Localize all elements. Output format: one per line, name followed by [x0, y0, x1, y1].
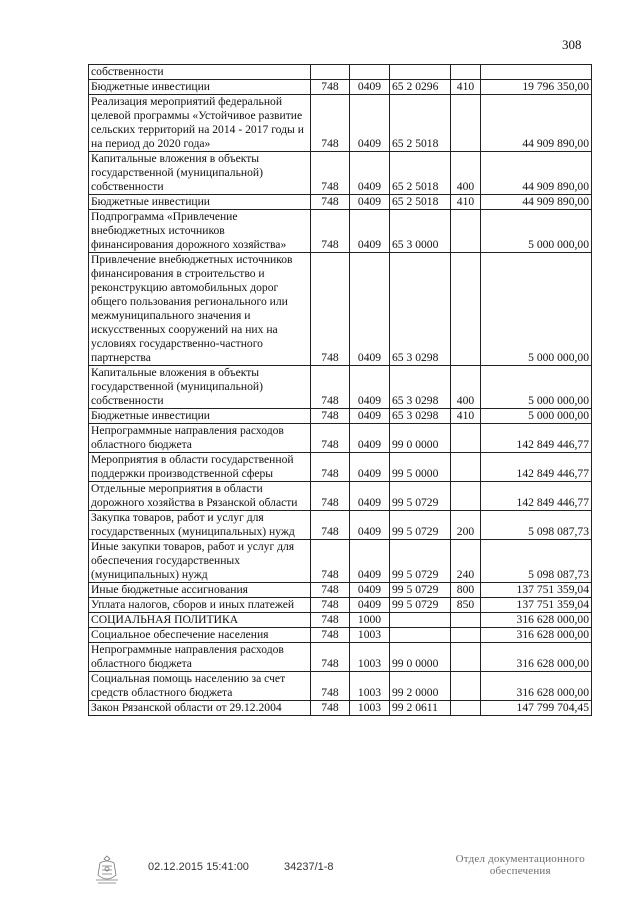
- table-row: [89, 424, 592, 453]
- cell-section: 0409: [350, 152, 390, 195]
- cell-grbs: [311, 65, 350, 80]
- cell-amount: 19 796 350,00: [481, 80, 592, 95]
- cell-amount: 142 849 446,77: [481, 482, 592, 511]
- cell-amount: [481, 65, 592, 80]
- cell-name: Реализация мероприятий федеральной целевой программы «Устойчивое развитие сельских территорий на 2014 - 2017 годы и на период до 2020 года»: [89, 95, 311, 152]
- table-row: [89, 95, 592, 152]
- cell-grbs: 748: [311, 511, 350, 540]
- cell-name: Привлечение внебюджетных источников финансирования в строительство и реконструкцию автомобильных дорог общего пользования регионального или межмуниципального значения и искусственных сооружений на них на условиях государственно-частного партнерства: [89, 253, 311, 366]
- cell-expense-type: [451, 95, 481, 152]
- cell-name: Капитальные вложения в объекты государственной (муниципальной) собственности: [89, 152, 311, 195]
- cell-section: 0409: [350, 195, 390, 210]
- cell-expense-type: 850: [451, 598, 481, 613]
- cell-grbs: 748: [311, 210, 350, 253]
- cell-target-article: [390, 65, 451, 80]
- table-row: [89, 701, 592, 716]
- cell-target-article: 65 3 0000: [390, 210, 451, 253]
- cell-target-article: 65 2 5018: [390, 152, 451, 195]
- cell-grbs: 748: [311, 366, 350, 409]
- cell-section: 0409: [350, 210, 390, 253]
- cell-grbs: 748: [311, 583, 350, 598]
- cell-name: Уплата налогов, сборов и иных платежей: [89, 598, 311, 613]
- cell-expense-type: [451, 672, 481, 701]
- cell-section: 0409: [350, 482, 390, 511]
- cell-section: [350, 65, 390, 80]
- cell-target-article: 65 2 0296: [390, 80, 451, 95]
- cell-amount: 142 849 446,77: [481, 453, 592, 482]
- cell-grbs: 748: [311, 613, 350, 628]
- cell-section: 1003: [350, 628, 390, 643]
- cell-target-article: 99 0 0000: [390, 643, 451, 672]
- cell-expense-type: 800: [451, 583, 481, 598]
- cell-target-article: 99 5 0729: [390, 540, 451, 583]
- cell-section: 0409: [350, 511, 390, 540]
- cell-expense-type: 400: [451, 366, 481, 409]
- cell-grbs: 748: [311, 253, 350, 366]
- table-row: [89, 613, 592, 628]
- cell-amount: 5 000 000,00: [481, 210, 592, 253]
- cell-section: 0409: [350, 453, 390, 482]
- cell-expense-type: 410: [451, 80, 481, 95]
- cell-section: 1000: [350, 613, 390, 628]
- cell-expense-type: [451, 453, 481, 482]
- cell-target-article: [390, 628, 451, 643]
- cell-name: Отдельные мероприятия в области дорожного хозяйства в Рязанской области: [89, 482, 311, 511]
- footer-datetime: 02.12.2015 15:41:00: [148, 861, 249, 873]
- cell-expense-type: 200: [451, 511, 481, 540]
- cell-name: собственности: [89, 65, 311, 80]
- cell-amount: 147 799 704,45: [481, 701, 592, 716]
- emblem-stamp-icon: [90, 853, 124, 887]
- cell-section: 1003: [350, 643, 390, 672]
- cell-grbs: 748: [311, 95, 350, 152]
- cell-amount: 5 000 000,00: [481, 253, 592, 366]
- table-row: [89, 672, 592, 701]
- cell-section: 0409: [350, 583, 390, 598]
- cell-amount: 316 628 000,00: [481, 672, 592, 701]
- cell-grbs: 748: [311, 409, 350, 424]
- cell-name: Иные бюджетные ассигнования: [89, 583, 311, 598]
- cell-grbs: 748: [311, 195, 350, 210]
- cell-expense-type: 400: [451, 152, 481, 195]
- cell-target-article: 99 2 0000: [390, 672, 451, 701]
- budget-table-body: [89, 65, 592, 716]
- cell-amount: 44 909 890,00: [481, 95, 592, 152]
- cell-name: Непрограммные направления расходов областного бюджета: [89, 424, 311, 453]
- cell-target-article: 65 2 5018: [390, 95, 451, 152]
- cell-expense-type: [451, 253, 481, 366]
- table-row: [89, 152, 592, 195]
- cell-grbs: 748: [311, 424, 350, 453]
- cell-expense-type: [451, 482, 481, 511]
- cell-amount: 5 098 087,73: [481, 540, 592, 583]
- cell-target-article: 99 5 0729: [390, 583, 451, 598]
- footer-department-line1: Отдел документационного: [455, 853, 585, 865]
- cell-amount: 137 751 359,04: [481, 598, 592, 613]
- cell-target-article: 65 2 5018: [390, 195, 451, 210]
- cell-name: Бюджетные инвестиции: [89, 195, 311, 210]
- cell-grbs: 748: [311, 598, 350, 613]
- cell-amount: 142 849 446,77: [481, 424, 592, 453]
- cell-name: Капитальные вложения в объекты государственной (муниципальной) собственности: [89, 366, 311, 409]
- cell-grbs: 748: [311, 152, 350, 195]
- cell-section: 0409: [350, 80, 390, 95]
- footer-document-number: 34237/1-8: [284, 861, 334, 873]
- table-row: [89, 65, 592, 80]
- cell-amount: 316 628 000,00: [481, 613, 592, 628]
- table-row: [89, 511, 592, 540]
- cell-grbs: 748: [311, 672, 350, 701]
- table-row: [89, 195, 592, 210]
- cell-target-article: 99 0 0000: [390, 424, 451, 453]
- cell-section: 0409: [350, 540, 390, 583]
- cell-expense-type: 410: [451, 195, 481, 210]
- cell-target-article: 65 3 0298: [390, 253, 451, 366]
- cell-name: Бюджетные инвестиции: [89, 409, 311, 424]
- table-row: [89, 253, 592, 366]
- cell-target-article: 99 5 0729: [390, 511, 451, 540]
- table-row: [89, 210, 592, 253]
- table-row: [89, 366, 592, 409]
- cell-expense-type: 410: [451, 409, 481, 424]
- cell-target-article: 99 5 0729: [390, 598, 451, 613]
- cell-expense-type: [451, 65, 481, 80]
- cell-amount: 5 000 000,00: [481, 409, 592, 424]
- cell-target-article: 65 3 0298: [390, 366, 451, 409]
- cell-expense-type: [451, 424, 481, 453]
- cell-expense-type: [451, 628, 481, 643]
- table-row: [89, 482, 592, 511]
- cell-section: 1003: [350, 672, 390, 701]
- cell-name: Мероприятия в области государственной поддержки производственной сферы: [89, 453, 311, 482]
- cell-section: 0409: [350, 95, 390, 152]
- cell-name: Закупка товаров, работ и услуг для государственных (муниципальных) нужд: [89, 511, 311, 540]
- cell-target-article: 65 3 0298: [390, 409, 451, 424]
- cell-grbs: 748: [311, 540, 350, 583]
- cell-name: Непрограммные направления расходов областного бюджета: [89, 643, 311, 672]
- cell-name: Социальное обеспечение населения: [89, 628, 311, 643]
- cell-grbs: 748: [311, 482, 350, 511]
- cell-expense-type: 240: [451, 540, 481, 583]
- cell-section: 0409: [350, 253, 390, 366]
- cell-section: 0409: [350, 409, 390, 424]
- cell-grbs: 748: [311, 628, 350, 643]
- cell-name: Бюджетные инвестиции: [89, 80, 311, 95]
- table-row: [89, 598, 592, 613]
- table-row: [89, 409, 592, 424]
- cell-target-article: 99 5 0000: [390, 453, 451, 482]
- table-row: [89, 80, 592, 95]
- cell-expense-type: [451, 210, 481, 253]
- footer-department-line2: обеспечения: [489, 865, 551, 877]
- cell-grbs: 748: [311, 701, 350, 716]
- cell-grbs: 748: [311, 80, 350, 95]
- table-row: [89, 643, 592, 672]
- cell-grbs: 748: [311, 643, 350, 672]
- cell-name: Закон Рязанской области от 29.12.2004: [89, 701, 311, 716]
- cell-amount: 5 000 000,00: [481, 366, 592, 409]
- cell-grbs: 748: [311, 453, 350, 482]
- budget-table: [88, 64, 592, 716]
- cell-target-article: [390, 613, 451, 628]
- table-row: [89, 628, 592, 643]
- cell-expense-type: [451, 643, 481, 672]
- table-row: [89, 540, 592, 583]
- cell-expense-type: [451, 613, 481, 628]
- cell-amount: 5 098 087,73: [481, 511, 592, 540]
- cell-amount: 316 628 000,00: [481, 628, 592, 643]
- footer-department: [456, 853, 585, 877]
- cell-name: Подпрограмма «Привлечение внебюджетных источников финансирования дорожного хозяйства»: [89, 210, 311, 253]
- cell-expense-type: [451, 701, 481, 716]
- table-row: [89, 583, 592, 598]
- cell-amount: 44 909 890,00: [481, 195, 592, 210]
- cell-amount: 44 909 890,00: [481, 152, 592, 195]
- cell-target-article: 99 5 0729: [390, 482, 451, 511]
- cell-name: Иные закупки товаров, работ и услуг для обеспечения государственных (муниципальных) нужд: [89, 540, 311, 583]
- cell-section: 0409: [350, 598, 390, 613]
- page-footer: [88, 853, 593, 893]
- cell-name: Социальная помощь населению за счет средств областного бюджета: [89, 672, 311, 701]
- page-number: 308: [562, 37, 582, 52]
- cell-name: СОЦИАЛЬНАЯ ПОЛИТИКА: [89, 613, 311, 628]
- table-row: [89, 453, 592, 482]
- cell-section: 0409: [350, 424, 390, 453]
- cell-section: 1003: [350, 701, 390, 716]
- cell-target-article: 99 2 0611: [390, 701, 451, 716]
- cell-amount: 316 628 000,00: [481, 643, 592, 672]
- cell-amount: 137 751 359,04: [481, 583, 592, 598]
- cell-section: 0409: [350, 366, 390, 409]
